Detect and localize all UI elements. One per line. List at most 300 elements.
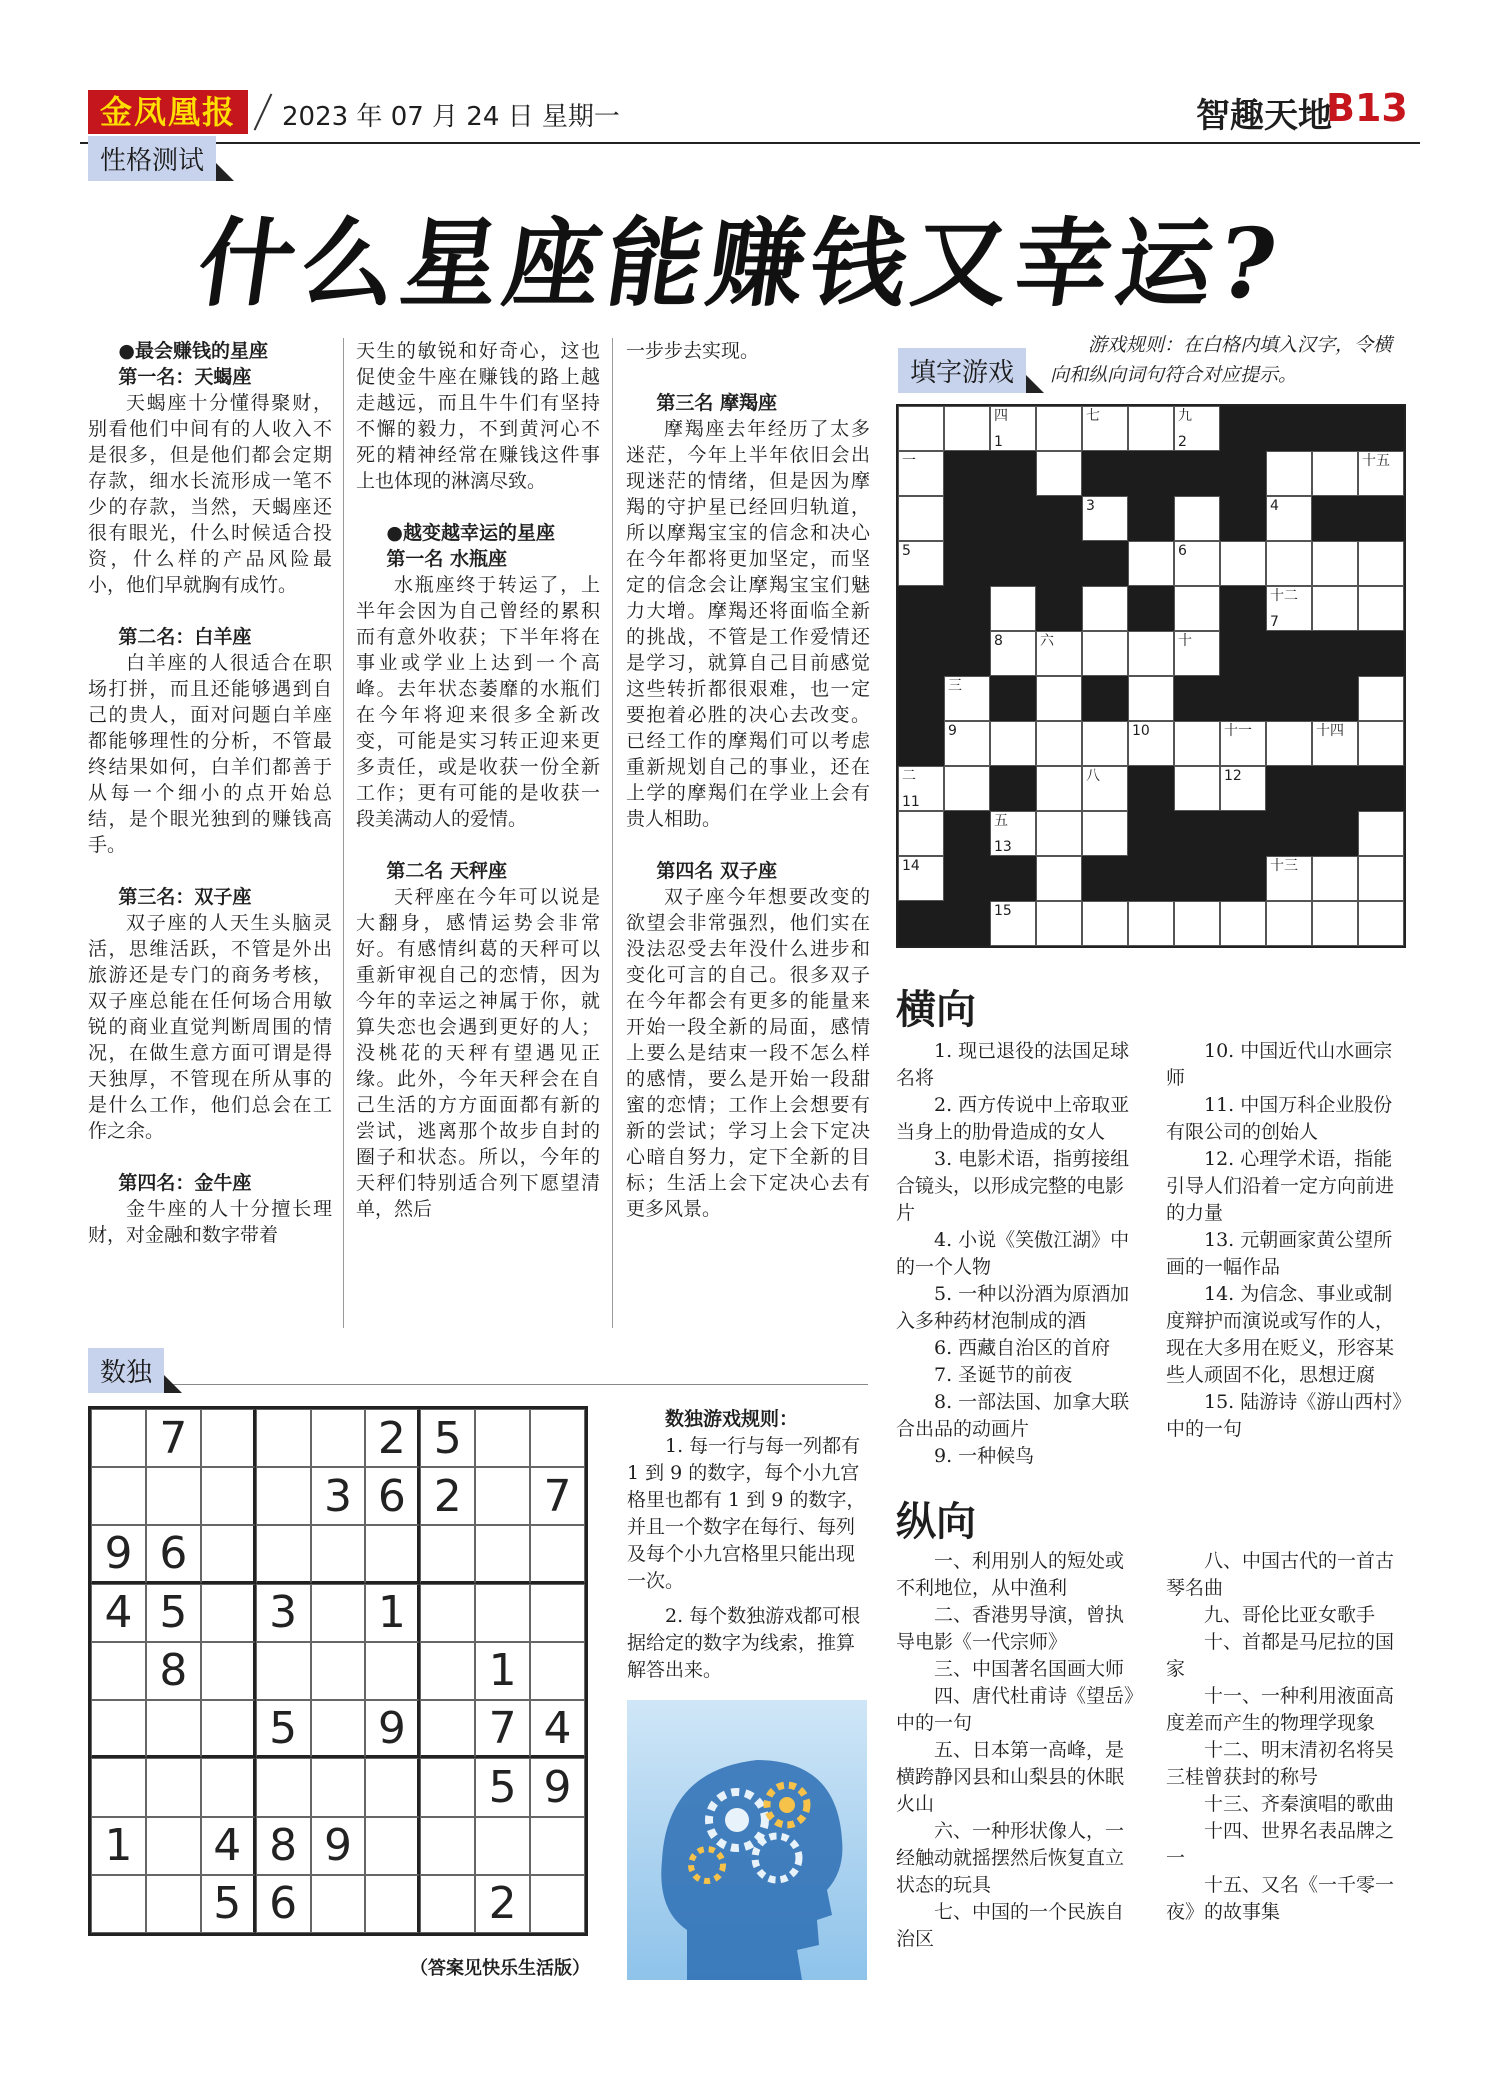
sudoku-cell[interactable] — [146, 1467, 201, 1525]
clue-number: 六 — [1040, 633, 1054, 649]
sudoku-given: 7 — [530, 1467, 585, 1525]
crossword-block — [944, 541, 990, 586]
sudoku-cell[interactable] — [146, 1875, 201, 1933]
crossword-block — [1312, 406, 1358, 451]
crossword-block — [1128, 811, 1174, 856]
crossword-cell[interactable] — [944, 721, 990, 766]
rank-heading: 第二名：白羊座 — [118, 626, 252, 648]
clue-item: 11. 中国万科企业股份有限公司的创始人 — [1166, 1094, 1393, 1143]
sudoku-grid[interactable] — [88, 1406, 588, 1936]
column-separator — [612, 338, 613, 1328]
sudoku-cell[interactable] — [365, 1875, 420, 1933]
clue-item: 8. 一部法国、加拿大联合出品的动画片 — [896, 1391, 1130, 1440]
crossword-block — [1220, 496, 1266, 541]
down-title: 纵向 — [896, 1498, 976, 1545]
crossword-cell[interactable] — [990, 631, 1036, 676]
crossword-cell[interactable] — [898, 766, 944, 811]
sudoku-cell[interactable] — [475, 1525, 530, 1583]
across-clues-right — [1166, 1038, 1411, 1443]
section-tag-sudoku: 数独 — [88, 1348, 164, 1393]
crossword-cell[interactable] — [1082, 631, 1128, 676]
crossword-cell[interactable] — [1082, 586, 1128, 631]
crossword-cell[interactable] — [1128, 901, 1174, 946]
crossword-cell[interactable] — [1174, 496, 1220, 541]
crossword-grid[interactable] — [896, 404, 1406, 948]
sudoku-cell[interactable] — [420, 1525, 475, 1583]
crossword-cell[interactable] — [1174, 586, 1220, 631]
crossword-cell[interactable] — [1036, 856, 1082, 901]
rank-heading: 第一名：天蝎座 — [118, 366, 252, 388]
sudoku-rule — [88, 1384, 868, 1385]
clue-item: 十一、一种利用液面高度差而产生的物理学现象 — [1166, 1685, 1395, 1734]
sudoku-given: 9 — [365, 1700, 420, 1758]
crossword-cell[interactable] — [1036, 721, 1082, 766]
clue-item: 15. 陆游诗《游山西村》中的一句 — [1166, 1391, 1402, 1440]
crossword-cell[interactable] — [1128, 631, 1174, 676]
crossword-block — [1036, 541, 1082, 586]
crossword-block — [1358, 631, 1404, 676]
crossword-cell[interactable] — [1358, 901, 1404, 946]
clue-item: 九、哥伦比亚女歌手 — [1204, 1604, 1376, 1626]
sudoku-given: 5 — [256, 1700, 311, 1758]
crossword-cell[interactable] — [1174, 631, 1220, 676]
crossword-cell[interactable] — [1082, 811, 1128, 856]
section-tag-crossword: 填字游戏 — [898, 348, 1026, 393]
sudoku-cell[interactable] — [256, 1642, 311, 1700]
crossword-cell[interactable] — [1358, 676, 1404, 721]
crossword-cell[interactable] — [1220, 766, 1266, 811]
paragraph: 天蝎座十分懂得聚财，别看他们中间有的人收入不是很多，但是他们都会定期存款，细水长流形成一笔不少的存款，当然，天蝎座还很有眼光，什么时候适合投资，什么样的产品风险最小，他们早就胸有成竹。 — [88, 392, 332, 596]
crossword-cell[interactable] — [1036, 451, 1082, 496]
crossword-block — [944, 631, 990, 676]
sudoku-cell[interactable] — [475, 1409, 530, 1467]
across-clues-left — [896, 1038, 1141, 1470]
sudoku-cell[interactable] — [420, 1642, 475, 1700]
crossword-cell[interactable] — [898, 811, 944, 856]
sudoku-cell[interactable] — [530, 1584, 585, 1642]
crossword-block — [1082, 676, 1128, 721]
crossword-cell[interactable] — [1266, 541, 1312, 586]
crossword-block — [990, 766, 1036, 811]
sudoku-cell[interactable] — [530, 1525, 585, 1583]
crossword-block — [990, 496, 1036, 541]
crossword-cell[interactable] — [1036, 766, 1082, 811]
crossword-block — [1128, 451, 1174, 496]
clue-number: 八 — [1086, 768, 1100, 784]
crossword-cell[interactable] — [1174, 766, 1220, 811]
crossword-block — [1128, 496, 1174, 541]
crossword-block — [1082, 541, 1128, 586]
crossword-cell[interactable] — [990, 586, 1036, 631]
article-headline: 什么星座能赚钱又幸运? — [191, 207, 1290, 320]
crossword-cell[interactable] — [1036, 676, 1082, 721]
crossword-cell[interactable] — [1358, 541, 1404, 586]
clue-item: 7. 圣诞节的前夜 — [934, 1364, 1073, 1386]
sudoku-cell[interactable] — [91, 1875, 146, 1933]
crossword-cell[interactable] — [898, 856, 944, 901]
clue-number: 13 — [994, 839, 1012, 855]
clue-item: 14. 为信念、事业或制度辩护而演说或写作的人，现在大多用在贬义，形容某些人顽固不化，思想迂腐 — [1166, 1283, 1395, 1386]
crossword-cell[interactable] — [1358, 586, 1404, 631]
crossword-block — [1266, 811, 1312, 856]
crossword-block — [1174, 676, 1220, 721]
crossword-cell[interactable] — [990, 811, 1036, 856]
clue-item: 六、一种形状像人，一经触动就摇摆然后恢复直立状态的玩具 — [896, 1820, 1125, 1896]
article-column-1 — [88, 338, 332, 1248]
across-title: 横向 — [896, 986, 976, 1033]
clue-number: 十一 — [1224, 723, 1252, 739]
clue-number: 15 — [994, 903, 1012, 919]
sudoku-cell[interactable] — [420, 1875, 475, 1933]
sudoku-cell[interactable] — [311, 1642, 366, 1700]
crossword-cell[interactable] — [1036, 811, 1082, 856]
sudoku-given: 8 — [146, 1642, 201, 1700]
crossword-cell[interactable] — [1174, 406, 1220, 451]
clue-item: 十三、齐秦演唱的歌曲 — [1204, 1793, 1395, 1815]
sudoku-given: 4 — [201, 1817, 256, 1875]
sudoku-given: 7 — [146, 1409, 201, 1467]
sudoku-given: 2 — [365, 1409, 420, 1467]
clue-item: 10. 中国近代山水画宗师 — [1166, 1040, 1393, 1089]
crossword-cell[interactable] — [1266, 721, 1312, 766]
sudoku-given: 5 — [146, 1584, 201, 1642]
crossword-block — [898, 676, 944, 721]
crossword-cell[interactable] — [1358, 856, 1404, 901]
crossword-block — [898, 586, 944, 631]
crossword-cell[interactable] — [1082, 901, 1128, 946]
clue-item: 3. 电影术语，指剪接组合镜头，以形成完整的电影片 — [896, 1148, 1130, 1224]
crossword-block — [1220, 406, 1266, 451]
crossword-cell[interactable] — [1266, 856, 1312, 901]
sudoku-cell[interactable] — [365, 1642, 420, 1700]
sudoku-cell[interactable] — [256, 1409, 311, 1467]
sudoku-cell[interactable] — [311, 1409, 366, 1467]
sudoku-cell[interactable] — [201, 1642, 256, 1700]
paragraph: 一步步去实现。 — [626, 340, 760, 362]
crossword-cell[interactable] — [944, 406, 990, 451]
sudoku-cell[interactable] — [530, 1875, 585, 1933]
clue-number: 9 — [948, 723, 957, 739]
clue-number: 14 — [902, 858, 920, 874]
sudoku-cell[interactable] — [311, 1584, 366, 1642]
sudoku-cell[interactable] — [530, 1409, 585, 1467]
crossword-cell[interactable] — [1082, 406, 1128, 451]
sudoku-cell[interactable] — [420, 1584, 475, 1642]
answer-note: （答案见快乐生活版） — [410, 1958, 590, 1979]
paragraph: 双子座的人天生头脑灵活，思维活跃，不管是外出旅游还是专门的商务考核，双子座总能在任何场合用敏锐的商业直觉判断周围的情况，在做生意方面可谓是得天独厚，不管现在所从事的是什么工作，他们总会在工作之余。 — [88, 912, 332, 1142]
crossword-cell[interactable] — [1266, 901, 1312, 946]
clue-item: 一、利用别人的短处或不利地位，从中渔利 — [896, 1550, 1125, 1599]
crossword-cell[interactable] — [1312, 451, 1358, 496]
crossword-cell[interactable] — [1128, 541, 1174, 586]
rank-heading: 第三名：双子座 — [118, 886, 252, 908]
crossword-cell[interactable] — [1174, 541, 1220, 586]
crossword-cell[interactable] — [898, 406, 944, 451]
crossword-cell[interactable] — [1312, 856, 1358, 901]
sudoku-cell[interactable] — [311, 1758, 366, 1816]
crossword-block — [990, 451, 1036, 496]
masthead-divider — [254, 93, 273, 130]
sudoku-cell[interactable] — [146, 1700, 201, 1758]
rank-heading: 第四名 双子座 — [656, 860, 778, 882]
crossword-cell[interactable] — [944, 676, 990, 721]
sudoku-cell[interactable] — [201, 1584, 256, 1642]
crossword-block — [1174, 811, 1220, 856]
crossword-block — [1266, 406, 1312, 451]
sudoku-cell[interactable] — [475, 1584, 530, 1642]
clue-item: 十二、明末清初名将吴三桂曾获封的称号 — [1166, 1739, 1395, 1788]
crossword-cell[interactable] — [1266, 586, 1312, 631]
crossword-block — [1174, 856, 1220, 901]
sudoku-given: 3 — [311, 1467, 366, 1525]
crossword-block — [944, 586, 990, 631]
crossword-block — [1220, 451, 1266, 496]
crossword-block — [1220, 586, 1266, 631]
crossword-block — [1220, 811, 1266, 856]
crossword-block — [1266, 676, 1312, 721]
sudoku-cell[interactable] — [201, 1525, 256, 1583]
paragraph: 水瓶座终于转运了，上半年会因为自己曾经的累积而有意外收获；下半年将在事业或学业上达到一个高峰。去年状态萎靡的水瓶们在今年将迎来很多全新改变，可能是实习转正迎来更多责任，或是收获一份全新工作；更有可能的是收获一段美满动人的爱情。 — [356, 574, 600, 830]
crossword-cell[interactable] — [1312, 586, 1358, 631]
clue-number: 一 — [902, 453, 916, 469]
crossword-block — [1082, 451, 1128, 496]
rank-heading: 第三名 摩羯座 — [656, 392, 778, 414]
clue-number: 1 — [994, 434, 1003, 450]
sudoku-cell[interactable] — [91, 1758, 146, 1816]
sudoku-cell[interactable] — [311, 1525, 366, 1583]
crossword-cell[interactable] — [1036, 901, 1082, 946]
clue-item: 13. 元朝画家黄公望所画的一幅作品 — [1166, 1229, 1393, 1278]
crossword-cell[interactable] — [1174, 721, 1220, 766]
crossword-cell[interactable] — [1220, 901, 1266, 946]
sudoku-given: 1 — [365, 1584, 420, 1642]
rank-heading: 第二名 天秤座 — [386, 860, 508, 882]
crossword-block — [990, 676, 1036, 721]
clue-item: 五、日本第一高峰，是横跨静冈县和山梨县的休眠火山 — [896, 1739, 1125, 1815]
crossword-cell[interactable] — [1358, 811, 1404, 856]
sudoku-cell[interactable] — [530, 1642, 585, 1700]
sudoku-given: 9 — [530, 1758, 585, 1816]
sudoku-cell[interactable] — [256, 1525, 311, 1583]
newspaper-logo: 金凤凰报 — [88, 90, 248, 134]
clue-number: 6 — [1178, 543, 1187, 559]
sudoku-cell[interactable] — [420, 1700, 475, 1758]
sudoku-cell[interactable] — [146, 1817, 201, 1875]
sudoku-cell[interactable] — [475, 1817, 530, 1875]
sudoku-given: 9 — [311, 1817, 366, 1875]
clue-item: 2. 西方传说中上帝取亚当身上的肋骨造成的女人 — [896, 1094, 1130, 1143]
sudoku-cell[interactable] — [530, 1817, 585, 1875]
crossword-cell[interactable] — [898, 496, 944, 541]
clue-item: 三、中国著名国画大师 — [934, 1658, 1125, 1680]
sudoku-cell[interactable] — [256, 1758, 311, 1816]
sudoku-cell[interactable] — [91, 1409, 146, 1467]
crossword-block — [990, 541, 1036, 586]
crossword-cell[interactable] — [1312, 541, 1358, 586]
crossword-cell[interactable] — [1128, 721, 1174, 766]
down-clues-left — [896, 1548, 1141, 1953]
sudoku-given: 2 — [475, 1875, 530, 1933]
clue-item: 十四、世界名表品牌之一 — [1166, 1820, 1395, 1869]
clue-item: 9. 一种候鸟 — [934, 1445, 1035, 1467]
sudoku-cell[interactable] — [256, 1467, 311, 1525]
sudoku-cell[interactable] — [420, 1758, 475, 1816]
clue-number: 五 — [994, 813, 1008, 829]
sudoku-cell[interactable] — [365, 1817, 420, 1875]
paragraph: 白羊座的人很适合在职场打拼，而且还能够遇到自己的贵人，面对问题白羊座都能够理性的分析，不管最终结果如何，白羊们都善于从每一个细小的点开始总结，是个眼光独到的赚钱高手。 — [88, 652, 332, 856]
crossword-block — [944, 856, 990, 901]
rank-heading: 第一名 水瓶座 — [386, 548, 508, 570]
crossword-cell[interactable] — [990, 901, 1036, 946]
sudoku-given: 5 — [475, 1758, 530, 1816]
sudoku-cell[interactable] — [420, 1817, 475, 1875]
crossword-cell[interactable] — [1082, 496, 1128, 541]
crossword-block — [1358, 766, 1404, 811]
issue-date: 2023 年 07 月 24 日 星期一 — [282, 102, 620, 132]
crossword-cell[interactable] — [1082, 721, 1128, 766]
crossword-block — [1358, 406, 1404, 451]
crossword-cell[interactable] — [1312, 901, 1358, 946]
clue-number: 3 — [1086, 498, 1095, 514]
crossword-block — [1036, 496, 1082, 541]
sudoku-given: 2 — [420, 1467, 475, 1525]
clue-number: 七 — [1086, 408, 1100, 424]
clue-item: 七、中国的一个民族自治区 — [896, 1901, 1125, 1950]
sudoku-cell[interactable] — [311, 1700, 366, 1758]
crossword-cell[interactable] — [898, 451, 944, 496]
crossword-rules: 游戏规则：在白格内填入汉字，令横向和纵向词句符合对应提示。 — [1050, 334, 1393, 386]
sudoku-rules — [627, 1406, 872, 1684]
sudoku-given: 4 — [530, 1700, 585, 1758]
sudoku-given: 6 — [256, 1875, 311, 1933]
sudoku-cell[interactable] — [311, 1875, 366, 1933]
sudoku-cell[interactable] — [146, 1758, 201, 1816]
crossword-block — [944, 811, 990, 856]
crossword-block — [990, 856, 1036, 901]
sudoku-cell[interactable] — [91, 1642, 146, 1700]
sudoku-cell[interactable] — [91, 1467, 146, 1525]
column-separator — [343, 338, 344, 1328]
crossword-block — [1082, 856, 1128, 901]
sudoku-cell[interactable] — [201, 1758, 256, 1816]
crossword-block — [1128, 586, 1174, 631]
sudoku-given: 1 — [475, 1642, 530, 1700]
clue-number: 十二 — [1270, 588, 1298, 604]
sudoku-given: 8 — [256, 1817, 311, 1875]
clue-number: 十三 — [1270, 858, 1298, 874]
crossword-cell[interactable] — [1036, 406, 1082, 451]
sudoku-given: 3 — [256, 1584, 311, 1642]
clue-number: 十四 — [1316, 723, 1344, 739]
crossword-cell[interactable] — [1174, 901, 1220, 946]
sudoku-cell[interactable] — [365, 1758, 420, 1816]
sudoku-given: 4 — [91, 1584, 146, 1642]
sudoku-cell[interactable] — [365, 1525, 420, 1583]
crossword-cell[interactable] — [1220, 721, 1266, 766]
clue-item: 四、唐代杜甫诗《望岳》中的一句 — [896, 1685, 1134, 1734]
clue-number: 10 — [1132, 723, 1150, 739]
sudoku-rule-2: 2. 每个数独游戏都可根据给定的数字为线索，推算解答出来。 — [627, 1605, 861, 1681]
clue-item: 二、香港男导演，曾执导电影《一代宗师》 — [896, 1604, 1125, 1653]
crossword-block — [1312, 631, 1358, 676]
sudoku-cell[interactable] — [201, 1467, 256, 1525]
crossword-block — [898, 901, 944, 946]
crossword-block — [1266, 631, 1312, 676]
paragraph: 天生的敏锐和好奇心，这也促使金牛座在赚钱的路上越走越远，而且牛牛们有坚持不懈的毅力，不到黄河心不死的精神经常在赚钱这件事上也体现的淋漓尽致。 — [356, 340, 600, 492]
clue-item: 5. 一种以汾酒为原酒加入多种药材泡制成的酒 — [896, 1283, 1130, 1332]
crossword-block — [1128, 856, 1174, 901]
crossword-block — [1174, 451, 1220, 496]
rank-heading: 第四名：金牛座 — [118, 1172, 252, 1194]
crossword-block — [1358, 496, 1404, 541]
crossword-block — [1266, 766, 1312, 811]
clue-item: 1. 现已退役的法国足球名将 — [896, 1040, 1130, 1089]
crossword-block — [944, 496, 990, 541]
crossword-cell[interactable] — [1036, 631, 1082, 676]
down-clues-right — [1166, 1548, 1411, 1926]
crossword-cell[interactable] — [1312, 721, 1358, 766]
sudoku-given: 5 — [420, 1409, 475, 1467]
crossword-cell[interactable] — [1358, 721, 1404, 766]
sudoku-cell[interactable] — [475, 1467, 530, 1525]
clue-item: 12. 心理学术语，指能引导人们沿着一定方向前进的力量 — [1166, 1148, 1395, 1224]
sudoku-cell[interactable] — [201, 1700, 256, 1758]
paragraph: 金牛座的人十分擅长理财，对金融和数字带着 — [88, 1198, 332, 1246]
crossword-cell[interactable] — [1266, 496, 1312, 541]
clue-number: 三 — [948, 678, 962, 694]
crossword-cell[interactable] — [1220, 541, 1266, 586]
clue-item: 十、首都是马尼拉的国家 — [1166, 1631, 1395, 1680]
sudoku-given: 6 — [146, 1525, 201, 1583]
sudoku-given: 1 — [91, 1817, 146, 1875]
crossword-cell[interactable] — [990, 721, 1036, 766]
crossword-cell[interactable] — [1358, 451, 1404, 496]
sudoku-cell[interactable] — [201, 1409, 256, 1467]
clue-number: 5 — [902, 543, 911, 559]
crossword-block — [898, 631, 944, 676]
clue-number: 二 — [902, 768, 916, 784]
sudoku-cell[interactable] — [91, 1700, 146, 1758]
crossword-block — [1312, 676, 1358, 721]
crossword-block — [1312, 766, 1358, 811]
paragraph: 双子座今年想要改变的欲望会非常强烈，他们实在没法忍受去年没什么进步和变化可言的自己。很多双子在今年都会有更多的能量来开始一段全新的局面，感情上要么是结束一段不怎么样的感情，要么是开始一段甜蜜的恋情；工作上会想要有新的尝试；学习上会下定决心暗自努力，定下全新的目标；生活上会下定决心去有更多风景。 — [626, 886, 870, 1220]
subhead-luck: ●越变越幸运的星座 — [386, 522, 555, 544]
crossword-cell[interactable] — [1082, 766, 1128, 811]
clue-number: 7 — [1270, 614, 1279, 630]
article-column-2 — [356, 338, 600, 1222]
sudoku-given: 6 — [365, 1467, 420, 1525]
crossword-block — [1312, 496, 1358, 541]
clue-number: 8 — [994, 633, 1003, 649]
paragraph: 天秤座在今年可以说是大翻身，感情运势会非常好。有感情纠葛的天秤可以重新审视自己的恋情，因为今年的幸运之神属于你，就算失恋也会遇到更好的人；没桃花的天秤有望遇见正缘。此外，今年天秤会在自己生活的方方面面都有新的尝试，逃离那个故步自封的圈子和状态。所以，今年的天秤们特别适合列下愿望清单，然后 — [356, 886, 600, 1220]
crossword-cell[interactable] — [944, 766, 990, 811]
sudoku-given: 5 — [201, 1875, 256, 1933]
crossword-block — [1220, 856, 1266, 901]
section-title: 智趣天地 — [1196, 96, 1332, 136]
crossword-cell[interactable] — [1128, 676, 1174, 721]
crossword-cell[interactable] — [898, 541, 944, 586]
clue-number: 4 — [1270, 498, 1279, 514]
crossword-block — [944, 451, 990, 496]
clue-item: 4. 小说《笑傲江湖》中的一个人物 — [896, 1229, 1130, 1278]
crossword-cell[interactable] — [1266, 451, 1312, 496]
crossword-cell[interactable] — [1128, 406, 1174, 451]
clue-number: 2 — [1178, 434, 1187, 450]
crossword-cell[interactable] — [990, 406, 1036, 451]
crossword-block — [1036, 586, 1082, 631]
head-gears-icon — [627, 1700, 867, 1980]
page-number: B13 — [1326, 86, 1408, 130]
